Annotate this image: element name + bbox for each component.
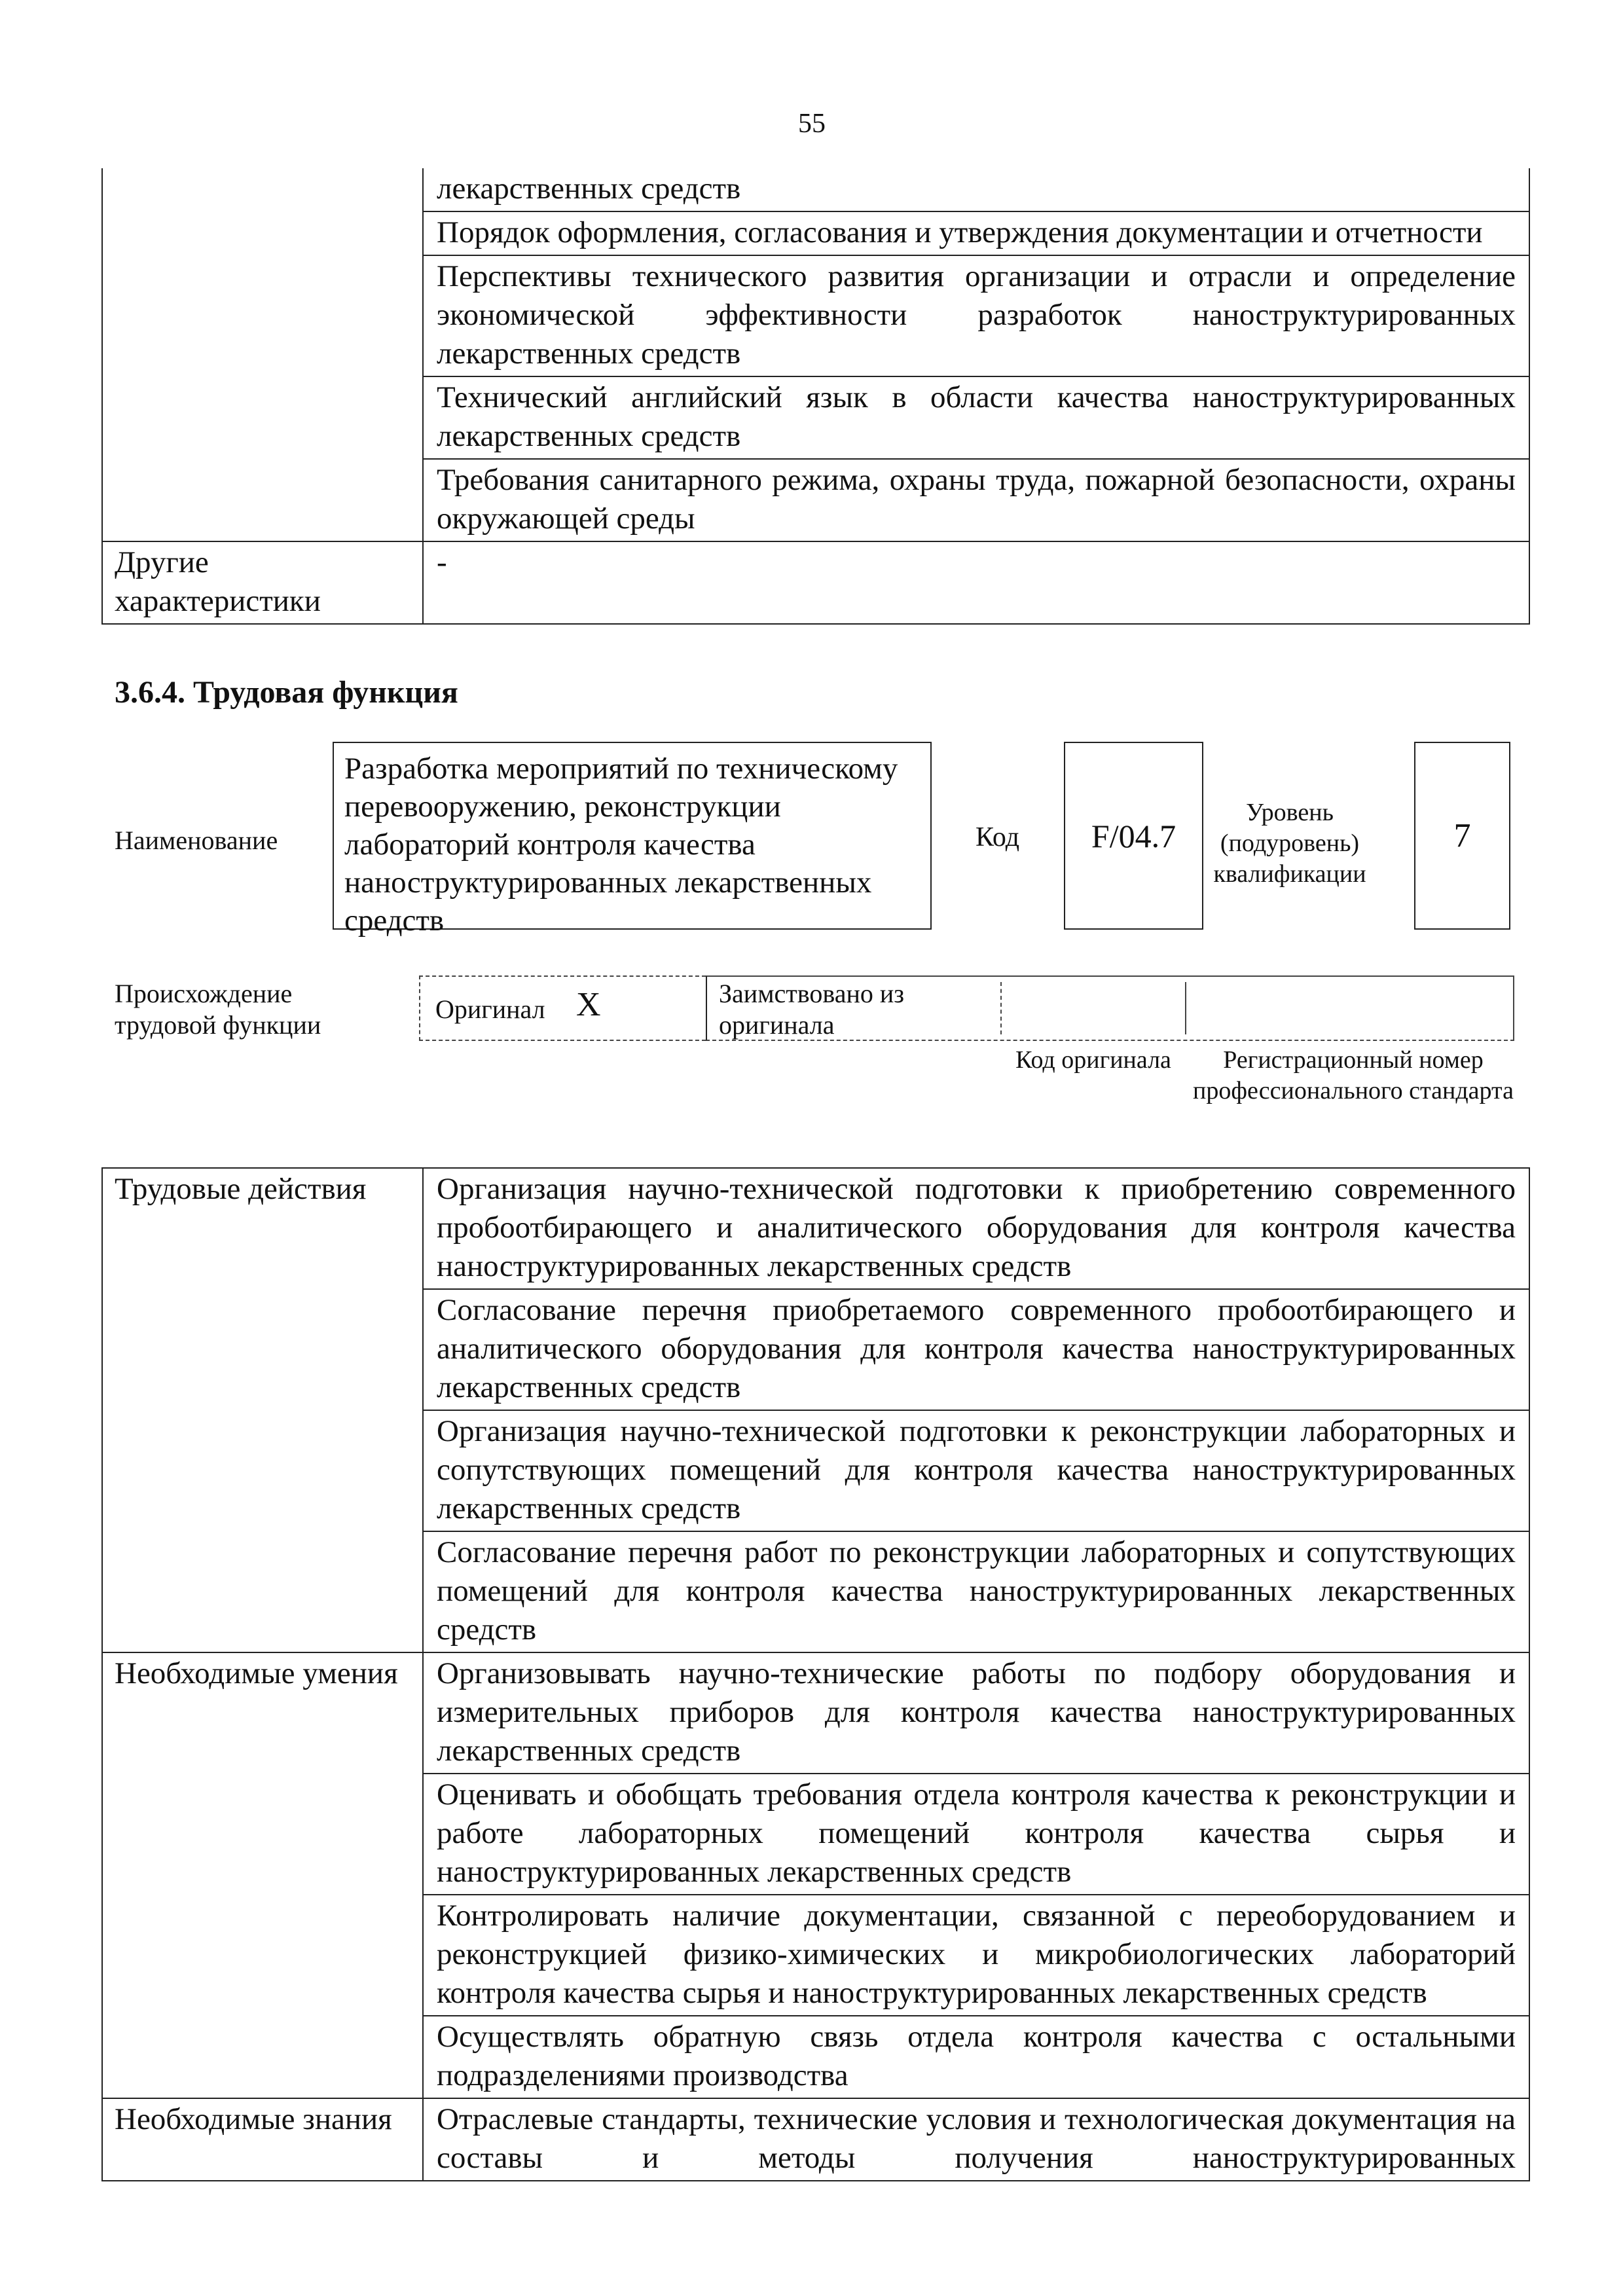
- divider: [1185, 982, 1186, 1034]
- knowledge-item: лекарственных средств: [423, 168, 1529, 211]
- function-name-box: Разработка мероприятий по техническому перевооружению, реконструкции лабораторий контроля качества наноструктурированных лекарственных средств: [333, 742, 932, 930]
- skill-item: Контролировать наличие документации, связанной с переоборудованием и реконструкцией физико-химических и микробиологических лабораторий контроля качества сырья и наноструктурированных лекарственных средств: [423, 1895, 1529, 2016]
- labor-action-item: Организация научно-технической подготовки к приобретению современного пробоотбирающего и аналитического оборудования для контроля качества наноструктурированных лекарственных средств: [423, 1168, 1529, 1289]
- skill-item: Организовывать научно-технические работы по подбору оборудования и измерительных приборов для контроля качества наноструктурированных лекарственных средств: [423, 1652, 1529, 1774]
- knowledge-item: Порядок оформления, согласования и утверждения документации и отчетности: [423, 211, 1529, 255]
- labor-action-item: Согласование перечня приобретаемого современного пробоотбирающего и аналитического оборудования для контроля качества наноструктурированных лекарственных средств: [423, 1289, 1529, 1410]
- knowledge-continuation-table: [101, 168, 1530, 625]
- qualification-level-label: Уровень (подуровень) квалификации: [1213, 799, 1366, 888]
- original-code-caption: Код оригинала: [1015, 1046, 1171, 1074]
- code-label: Код: [976, 822, 1020, 852]
- registration-number-caption: Регистрационный номер профессионального стандарта: [1193, 1046, 1514, 1104]
- skill-item: Осуществлять обратную связь отдела контроля качества с остальными подразделениями производства: [423, 2016, 1529, 2098]
- table-row: [102, 1652, 1529, 1774]
- knowledge-item: Требования санитарного режима, охраны труда, пожарной безопасности, охраны окружающей среды: [423, 459, 1529, 541]
- original-mark: X: [576, 986, 601, 1023]
- empty-label-cell: [102, 168, 423, 541]
- name-label: Наименование: [115, 826, 278, 855]
- other-characteristics-value: -: [423, 541, 1529, 624]
- table-row: [102, 2098, 1529, 2181]
- section-heading: 3.6.4. Трудовая функция: [115, 675, 458, 710]
- labor-action-item: Согласование перечня работ по реконструкции лабораторных и сопутствующих помещений для контроля качества наноструктурированных лекарственных средств: [423, 1531, 1529, 1652]
- original-label: Оригинал: [435, 994, 545, 1024]
- knowledge-item: Технический английский язык в области качества наноструктурированных лекарственных средств: [423, 376, 1529, 459]
- labor-function-table: [101, 1167, 1530, 2181]
- table-row: [102, 1168, 1529, 1289]
- divider: [1000, 982, 1002, 1034]
- code-box: F/04.7: [1064, 742, 1203, 930]
- skill-item: Оценивать и обобщать требования отдела контроля качества к реконструкции и работе лабораторных помещений контроля качества сырья и наноструктурированных лекарственных средств: [423, 1774, 1529, 1895]
- table-row: [102, 168, 1529, 211]
- required-skills-label: Необходимые умения: [102, 1652, 423, 2098]
- origin-label: Происхождение трудовой функции: [115, 979, 321, 1040]
- knowledge-item: Перспективы технического развития организации и отрасли и определение экономической эффективности разработок наноструктурированных лекарственных средств: [423, 255, 1529, 376]
- table-row: [102, 541, 1529, 624]
- labor-action-item: Организация научно-технической подготовки к реконструкции лабораторных и сопутствующих помещений для контроля качества наноструктурированных лекарственных средств: [423, 1410, 1529, 1531]
- borrowed-label: Заимствовано из оригинала: [719, 979, 905, 1040]
- required-knowledge-label: Необходимые знания: [102, 2098, 423, 2181]
- qualification-level-box: 7: [1414, 742, 1510, 930]
- page-number: 55: [798, 109, 826, 139]
- other-characteristics-label: Другие характеристики: [102, 541, 423, 624]
- knowledge-item: Отраслевые стандарты, технические условия и технологическая документация на составы и методы получения наноструктурированных: [423, 2098, 1529, 2181]
- labor-actions-label: Трудовые действия: [102, 1168, 423, 1652]
